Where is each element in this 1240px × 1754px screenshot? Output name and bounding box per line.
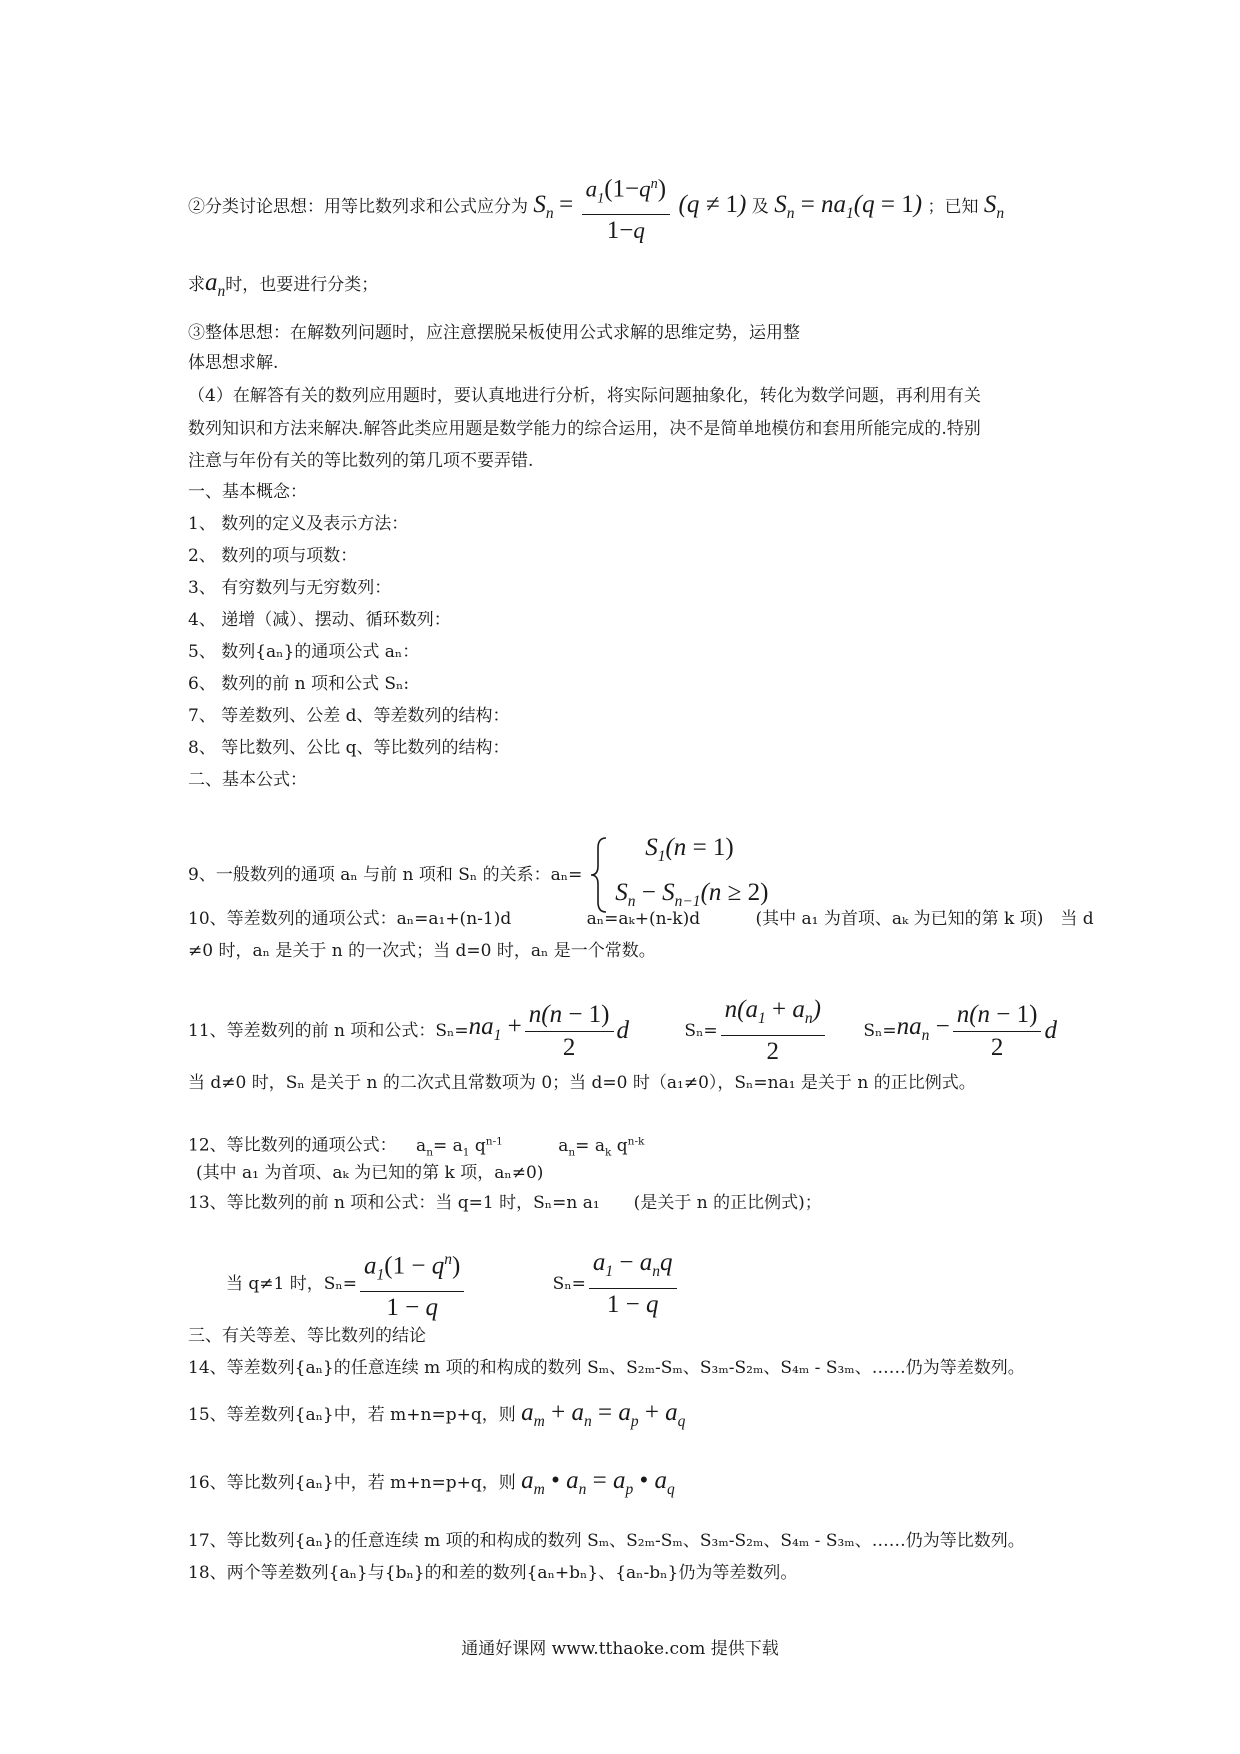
formula-item-12-note: (其中 a₁ 为首项、aₖ 为已知的第 k 项，aₙ≠0)	[196, 1163, 544, 1183]
concept-item: 7、 等差数列、公差 d、等差数列的结构：	[188, 706, 510, 726]
formula-sum-general: $S_n$	[533, 191, 554, 223]
formula-item-11-note: 当 d≠0 时，Sₙ 是关于 n 的二次式且常数项为 0；当 d=0 时（a₁≠0），Sₙ=na₁ 是关于 n 的正比例式。	[188, 1073, 976, 1093]
formula-item-10-line2: ≠0 时，aₙ 是关于 n 的一次式；当 d=0 时，aₙ 是一个常数。	[188, 941, 656, 961]
para-application-line1: （4）在解答有关的数列应用题时，要认真地进行分析，将实际问题抽象化，转化为数学问题，再利用有关	[188, 386, 981, 406]
fraction-arith-sum-2: $\frac{n(a_1 + a_n)}{2}$	[721, 994, 825, 1068]
concept-item: 2、 数列的项与项数：	[188, 546, 358, 566]
concept-item: 5、 数列{aₙ}的通项公式 aₙ：	[188, 642, 420, 662]
para-classification-suffix: ；已知	[927, 197, 979, 218]
para-holistic-line2: 体思想求解.	[188, 353, 279, 373]
conclusion-item-18: 18、两个等差数列{aₙ}与{bₙ}的和差的数列{aₙ+bₙ}、{aₙ-bₙ}仍为等差数列。	[188, 1563, 798, 1583]
section-basic-concepts-title: 一、基本概念：	[188, 482, 307, 502]
para-classification-mid: 及	[751, 197, 769, 218]
concept-item: 6、 数列的前 n 项和公式 Sₙ:	[188, 674, 410, 694]
piecewise-cases: $S_1(n = 1)$ $S_n - S_{n-1}(n \ge 2)$	[615, 834, 769, 910]
fraction-geometric-sum: $\frac{a_1(1-q^n)}{1-q}$	[582, 168, 671, 247]
fraction-arith-sum-3: $\frac{n(n - 1)}{2}$	[953, 999, 1042, 1064]
para-application-line3: 注意与年份有关的等比数列的第几项不要弄错.	[188, 451, 534, 471]
section-basic-formulas-title: 二、基本公式：	[188, 770, 307, 790]
formula-item-10-line1: 10、等差数列的通项公式：aₙ=a₁+(n-1)d aₙ=aₖ+(n-k)d (其中 a₁ 为首项、aₖ 为已知的第 k 项) 当 d	[188, 909, 1094, 929]
concept-item: 4、 递增（减）、摆动、循环数列：	[188, 610, 451, 630]
formula-item-11: 11、等差数列的前 n 项和公式：$S_n=na_1$ + $\frac{n(n - 1)}{2}$ d Sₙ= $\frac{n(a_1 + a_n)}{2}$ $S_n=na_n$ − $\frac{n(n - 1)}{2}$ d	[188, 994, 1057, 1068]
fraction-geo-sum-1: $\frac{a_1(1 - q^n)}{1 - q}$	[360, 1244, 464, 1324]
para-classification-prefix: ②分类讨论思想：用等比数列求和公式应分为	[188, 197, 528, 218]
conclusion-item-15: 15、等差数列{aₙ}中，若 m+n=p+q，则 $a_m + a_n = a_p + a_q$	[188, 1399, 686, 1430]
page-footer: 通通好课网 www.tthaoke.com 提供下载	[461, 1639, 779, 1659]
formula-item-13-line1: 13、等比数列的前 n 项和公式：当 q=1 时，Sₙ=n a₁ (是关于 n 的正比例式)；	[188, 1193, 822, 1213]
concept-item: 1、 数列的定义及表示方法：	[188, 514, 409, 534]
formula-sum-q1: $S_n = na_1(q = 1)$	[774, 191, 923, 223]
concept-item: 8、 等比数列、公比 q、等比数列的结构：	[188, 738, 510, 758]
concept-item: 3、 有穷数列与无穷数列：	[188, 578, 392, 598]
para-application-line2: 数列知识和方法来解决.解答此类应用题是数学能力的综合运用，决不是简单地模仿和套用所能完成的.特别	[188, 419, 981, 439]
para-classification-line2: 求$a_n$时，也要进行分类；	[188, 269, 379, 300]
fraction-arith-sum-1: $\frac{n(n - 1)}{2}$	[525, 999, 614, 1064]
formula-item-13-line2: 当 q≠1 时，Sₙ= $\frac{a_1(1 - q^n)}{1 - q}$ Sₙ= $\frac{a_1 - a_nq}{1 - q}$	[226, 1244, 680, 1324]
formula-item-12: 12、等比数列的通项公式： $a_n= a_1$ $q^{n-1}$ $a_n= a_k$ $q^{n-k}$	[188, 1135, 645, 1159]
section-conclusions-title: 三、有关等差、等比数列的结论	[188, 1326, 426, 1346]
conclusion-item-14: 14、等差数列{aₙ}的任意连续 m 项的和构成的数列 Sₘ、S₂ₘ-Sₘ、S₃ₘ-S₂ₘ、S₄ₘ - S₃ₘ、……仍为等差数列。	[188, 1358, 1025, 1378]
formula-item-9: 9、一般数列的通项 aₙ 与前 n 项和 Sₙ 的关系：aₙ= $S_1(n = 1)$ $S_n - S_{n-1}(n \ge 2)$	[188, 830, 768, 920]
para-classification: ②分类讨论思想：用等比数列求和公式应分为 $S_n$ = $\frac{a_1(1-q^n)}{1-q}$ (q ≠ 1) 及 $S_n = na_1(q = 1)$ ；已知 $S_n$	[188, 168, 1004, 247]
piecewise-brace	[588, 836, 610, 914]
para-holistic-line1: ③整体思想：在解数列问题时，应注意摆脱呆板使用公式求解的思维定势，运用整	[188, 323, 800, 343]
conclusion-item-17: 17、等比数列{aₙ}的任意连续 m 项的和构成的数列 Sₘ、S₂ₘ-Sₘ、S₃ₘ-S₂ₘ、S₄ₘ - S₃ₘ、……仍为等比数列。	[188, 1531, 1025, 1551]
fraction-geo-sum-2: $\frac{a_1 - a_nq}{1 - q}$	[589, 1247, 677, 1321]
conclusion-item-16: 16、等比数列{aₙ}中，若 m+n=p+q，则 $a_m$ • $a_n = a_p$ • $a_q$	[188, 1467, 675, 1498]
